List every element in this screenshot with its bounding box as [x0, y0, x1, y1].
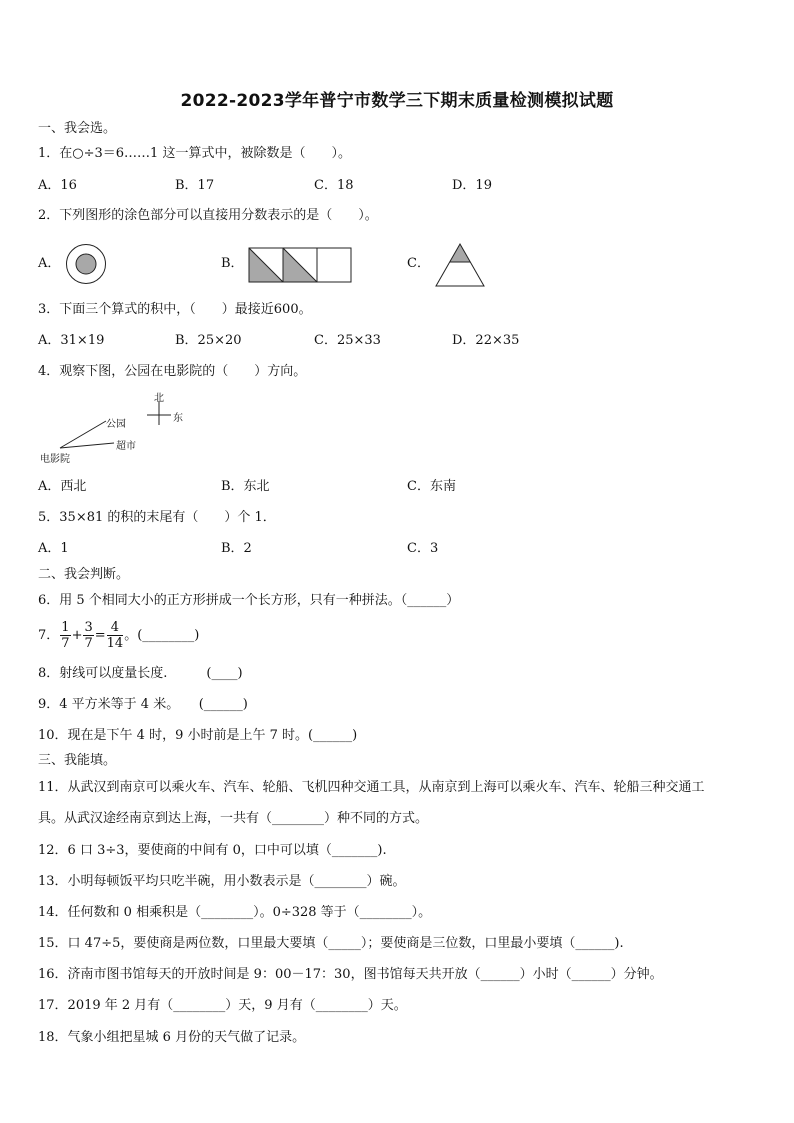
section-heading-judge: 二、我会判断。 [38, 567, 130, 582]
fraction-4-14: $\frac{4}{14}$ [106, 620, 124, 651]
question-18: 18．气象小组把星城 6 月份的天气做了记录。 [38, 1030, 306, 1045]
east-label: 东 [173, 413, 183, 424]
q2-option-b[interactable]: B． [221, 256, 244, 271]
question-14: 14．任何数和 0 相乘积是（________）。0÷328 等于（________）。 [38, 905, 432, 920]
q4-option-b[interactable]: B．东北 [221, 479, 270, 494]
section-heading-fill: 三、我能填。 [38, 753, 117, 768]
question-5: 5．35×81 的积的末尾有（ ）个 1． [38, 510, 276, 525]
supermarket-label: 超市 [116, 441, 136, 452]
q3-option-c[interactable]: C．25×33 [314, 333, 381, 348]
question-16: 16．济南市图书馆每天的开放时间是 9：00－17：30，图书馆每天共开放（______）小时（______）分钟。 [38, 967, 663, 982]
fraction-3-7: $\frac{3}{7}$ [84, 620, 93, 651]
question-12: 12．6 口 3÷3，要使商的中间有 0，口中可以填（_______). [38, 843, 387, 858]
question-10: 10．现在是下午 4 时，9 小时前是上午 7 时。(______) [38, 728, 358, 743]
shaded-squares-figure [248, 247, 352, 283]
question-13: 13．小明每顿饭平均只吃半碗，用小数表示是（________）碗。 [38, 874, 406, 889]
question-1: 1．在○÷3＝6……1 这一算式中，被除数是（ ）。 [38, 146, 351, 161]
q1-option-d[interactable]: D．19 [452, 178, 492, 193]
q3-option-a[interactable]: A．31×19 [38, 333, 105, 348]
question-6: 6．用 5 个相同大小的正方形拼成一个长方形，只有一种拼法。（______） [38, 593, 460, 608]
question-3: 3．下面三个算式的积中，（ ）最接近600。 [38, 302, 312, 317]
q1-option-b[interactable]: B．17 [175, 178, 215, 193]
question-17: 17．2019 年 2 月有（________）天，9 月有（________）天。 [38, 998, 407, 1013]
question-11-line-1: 11．从武汉到南京可以乘火车、汽车、轮船、飞机四种交通工具，从南京到上海可以乘火车、汽车、轮船三种交通工 [38, 780, 705, 795]
fraction-1-7: $\frac{1}{7}$ [61, 620, 70, 651]
question-15: 15．口 47÷5，要使商是两位数，口里最大要填（_____）；要使商是三位数，口里最小要填（______). [38, 936, 624, 951]
q7-number: 7． [38, 628, 60, 643]
section-heading-choose: 一、我会选。 [38, 121, 117, 136]
concentric-circles-figure [64, 242, 108, 286]
north-label: 北 [154, 393, 164, 404]
cinema-label: 电影院 [40, 454, 70, 465]
q1-option-a[interactable]: A．16 [38, 178, 77, 193]
question-2: 2．下列图形的涂色部分可以直接用分数表示的是（ ）。 [38, 208, 378, 223]
page-title: 2022-2023学年普宁市数学三下期末质量检测模拟试题 [180, 91, 614, 111]
question-7 [38, 620, 199, 652]
q5-option-a[interactable]: A．1 [38, 541, 69, 556]
q7-answer-blank[interactable]: 。(________) [124, 628, 200, 643]
question-11-line-2: 具。从武汉途经南京到达上海，一共有（________）种不同的方式。 [38, 811, 429, 826]
question-4: 4．观察下图，公园在电影院的（ ）方向。 [38, 364, 307, 379]
q5-option-c[interactable]: C．3 [407, 541, 439, 556]
q4-option-c[interactable]: C．东南 [407, 479, 456, 494]
question-8: 8．射线可以度量长度. (____) [38, 666, 243, 681]
equals-sign: = [94, 628, 106, 643]
shaded-triangle-figure [434, 242, 486, 288]
q2-option-a[interactable]: A． [38, 256, 61, 271]
park-label: 公园 [106, 419, 126, 430]
plus-sign: + [71, 628, 83, 643]
q5-option-b[interactable]: B．2 [221, 541, 252, 556]
direction-map-figure [38, 388, 198, 466]
q1-option-c[interactable]: C．18 [314, 178, 354, 193]
q3-option-d[interactable]: D．22×35 [452, 333, 520, 348]
question-9: 9．4 平方米等于 4 米。 (______) [38, 697, 248, 712]
q2-option-c[interactable]: C． [407, 256, 430, 271]
q3-option-b[interactable]: B．25×20 [175, 333, 242, 348]
q4-option-a[interactable]: A．西北 [38, 479, 87, 494]
